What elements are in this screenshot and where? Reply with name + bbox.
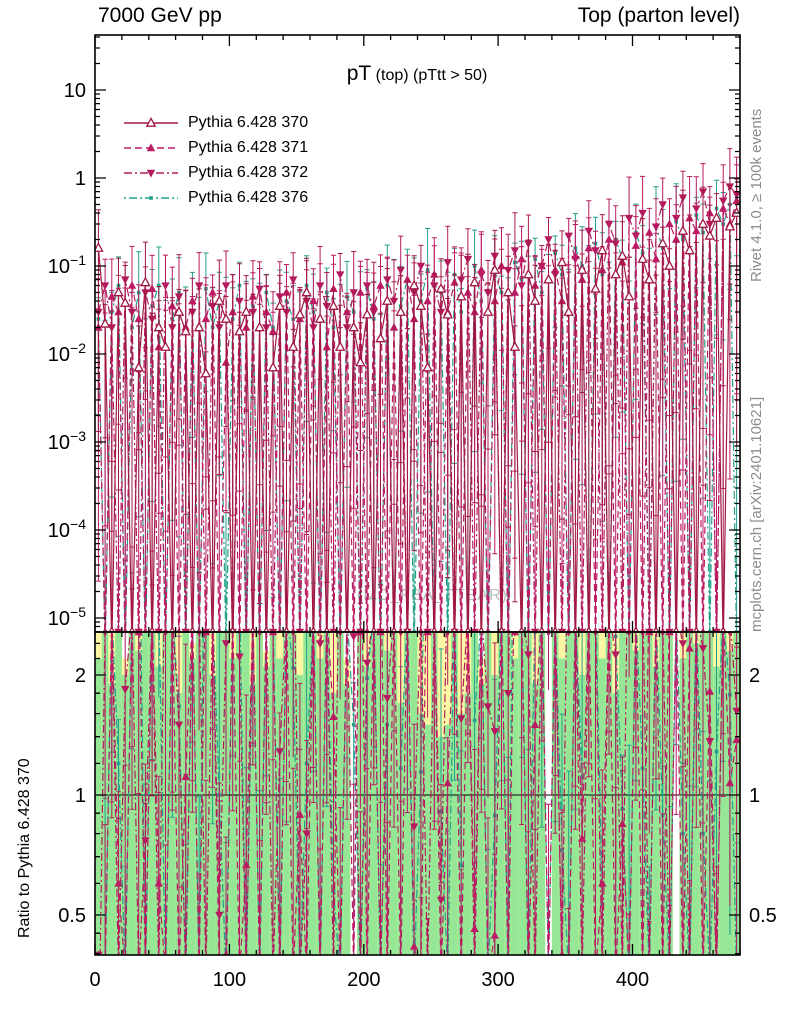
plot-title-sub: (top) (pTtt > 50) — [371, 67, 488, 84]
legend-item-371 — [122, 135, 308, 160]
svg-text:0.5: 0.5 — [58, 905, 86, 927]
svg-text:1: 1 — [74, 785, 86, 807]
svg-text:10−1: $10^{-1}$ — [47, 252, 86, 278]
header-beam-energy: 7000 GeV pp — [98, 4, 222, 27]
svg-text:2: 2 — [749, 665, 761, 687]
side-note-rivet: Rivet 4.1.0, ≥ 100k events — [748, 108, 765, 282]
analysis-watermark: (MC_FBA_TTBAR) — [357, 587, 508, 604]
legend-label-372: Pythia 6.428 372 — [188, 163, 309, 181]
legend-item-376 — [122, 185, 308, 210]
svg-text:10−3: $10^{-3}$ — [47, 428, 86, 454]
svg-text:300: 300 — [481, 969, 515, 991]
ratio-uncertainty-bands — [95, 632, 740, 955]
legend-swatch-371 — [122, 140, 180, 156]
svg-text:200: 200 — [347, 969, 381, 991]
plot-title-main: pT — [346, 62, 372, 85]
legend — [122, 110, 308, 210]
plot-title — [232, 62, 602, 86]
legend-item-370 — [122, 110, 308, 135]
ratio-frame — [95, 632, 740, 955]
legend-label-370: Pythia 6.428 370 — [188, 113, 309, 131]
svg-text:400: 400 — [615, 969, 650, 991]
legend-swatch-370 — [122, 115, 180, 131]
svg-text:1: 1 — [749, 785, 761, 807]
svg-text:0.5: 0.5 — [749, 905, 777, 927]
svg-text:100: 100 — [212, 969, 247, 991]
legend-swatch-372 — [122, 165, 180, 181]
axis-tick-labels — [48, 80, 777, 991]
ratio-series — [94, 249, 741, 1024]
svg-text:0: 0 — [89, 969, 101, 991]
svg-text:1: 1 — [74, 168, 86, 190]
legend-swatch-376 — [122, 190, 180, 206]
svg-text:10: 10 — [63, 80, 86, 102]
main-series — [94, 149, 741, 648]
legend-label-371: Pythia 6.428 371 — [188, 138, 309, 156]
svg-text:2: 2 — [74, 665, 86, 687]
ratio-axis-label: Ratio to Pythia 6.428 370 — [16, 758, 33, 938]
legend-label-376: Pythia 6.428 376 — [188, 188, 309, 206]
legend-item-372 — [122, 160, 308, 185]
svg-text:10−4: $10^{-4}$ — [47, 516, 86, 542]
svg-text:10−5: $10^{-5}$ — [47, 604, 86, 630]
svg-text:10−2: $10^{-2}$ — [47, 340, 86, 366]
side-note-mcplots: mcplots.cern.ch [arXiv:2401.10621] — [748, 396, 765, 632]
header-process: Top (parton level) — [577, 4, 740, 27]
